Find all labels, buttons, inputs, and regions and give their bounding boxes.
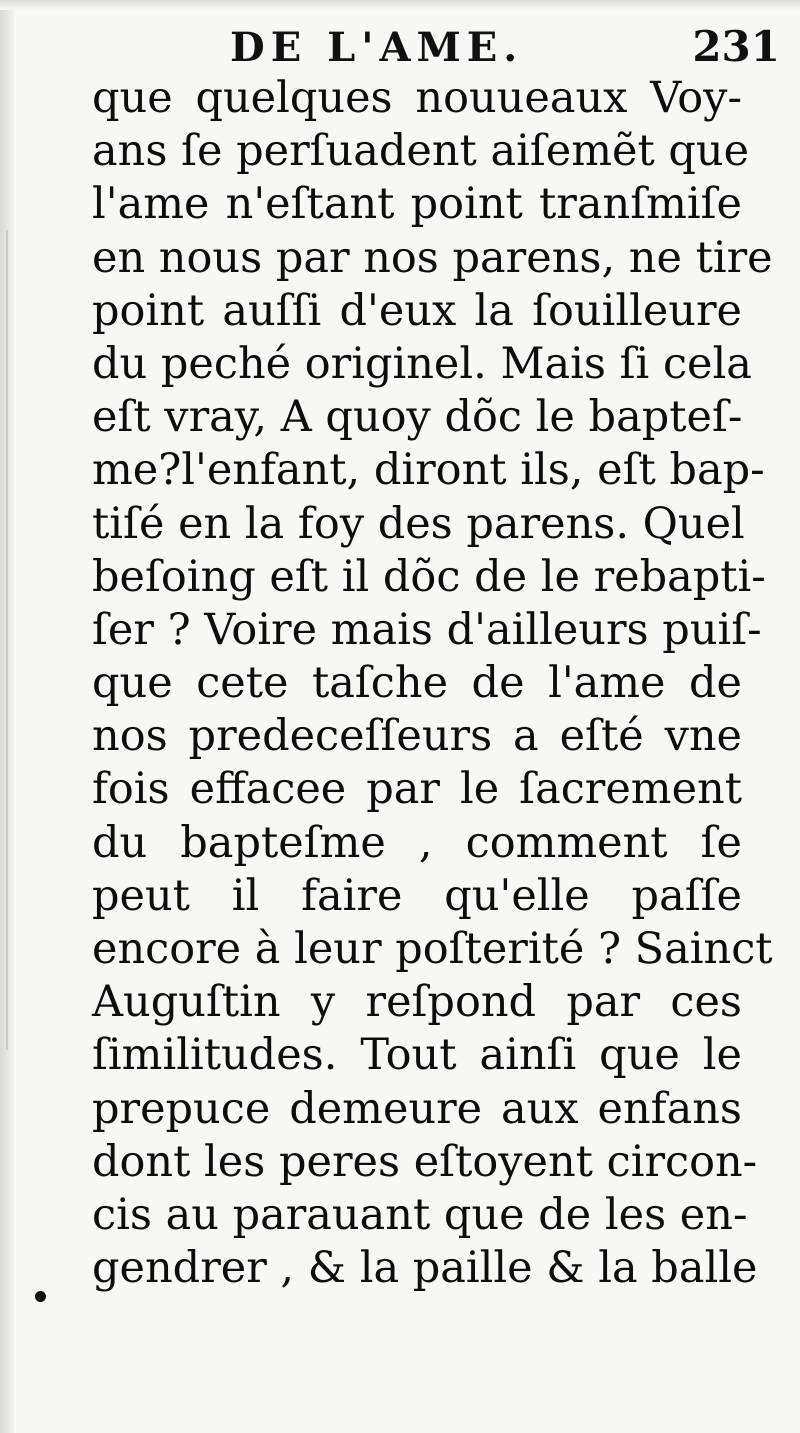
page-top-shadow xyxy=(0,0,800,10)
text-line: encore à leur poſterité ? Sainct xyxy=(92,924,773,974)
text-line: fois effacee par le ſacrement xyxy=(92,764,742,815)
page-header xyxy=(90,18,790,78)
text-line: que quelques nouueaux Voy- xyxy=(92,73,742,123)
text-line: gendrer , & la paille & la balle xyxy=(92,1243,758,1294)
text-line: ſer ? Voire mais d'ailleurs puiſ- xyxy=(92,604,762,655)
text-line: du bapteſme , comment ſe xyxy=(92,817,742,868)
text-line: Auguſtin y reſpond par ces xyxy=(92,977,742,1028)
text-line: cis au parauant que de les en- xyxy=(92,1189,748,1240)
text-line: dont les peres eſtoyent circon- xyxy=(92,1136,758,1187)
text-line: en nous par nos parens, ne tire xyxy=(92,232,773,283)
page-number: 231 xyxy=(692,22,780,71)
text-line: l'ame n'eſtant point tranſmiſe xyxy=(92,179,742,230)
text-line: que cete taſche de l'ame de xyxy=(92,658,742,709)
text-line: beſoing eſt il dõc de le rebapti- xyxy=(92,551,766,602)
running-head: DE L'AME. xyxy=(230,24,524,71)
text-line: prepuce demeure aux enfans xyxy=(92,1083,742,1134)
text-body xyxy=(92,72,773,1295)
text-line: du peché originel. Mais ſi cela xyxy=(92,338,752,389)
text-line: peut il faire qu'elle paſſe xyxy=(92,870,742,921)
text-line: point auſſi d'eux la ſouilleure xyxy=(92,285,742,336)
text-line: tiſé en la foy des parens. Quel xyxy=(92,498,745,549)
text-line: ſimilitudes. Tout ainſi que le xyxy=(92,1030,742,1081)
ink-dot xyxy=(35,1291,46,1302)
text-line: eſt vray, A quoy dõc le bapteſ- xyxy=(92,392,743,443)
text-line: nos predeceſſeurs a eſté vne xyxy=(92,711,742,762)
page-crease xyxy=(6,230,8,1050)
text-line: me?l'enfant, diront ils, eſt bap- xyxy=(92,445,765,496)
text-line: ans ſe perſuadent aiſemẽt que xyxy=(92,126,750,177)
